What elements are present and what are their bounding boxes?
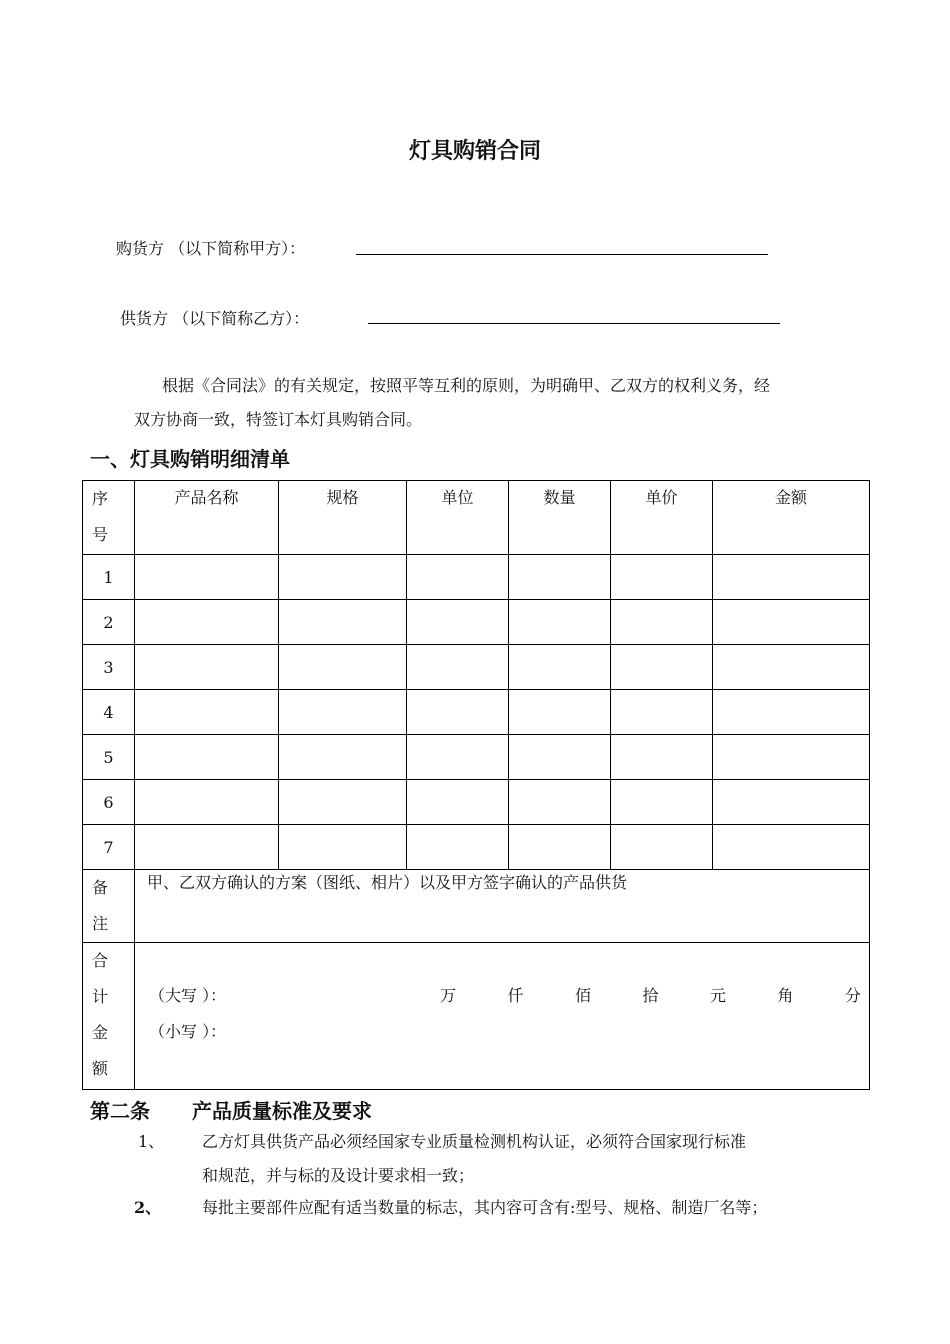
row-number: 1	[83, 555, 135, 600]
document-title: 灯具购销合同	[408, 139, 541, 164]
unit-bai: 佰	[574, 986, 591, 1005]
cell-unit[interactable]	[407, 555, 509, 600]
header-product-name: 产品名称	[135, 481, 279, 555]
cell-unit[interactable]	[407, 735, 509, 780]
cell-product-name[interactable]	[135, 645, 279, 690]
cell-unit-price[interactable]	[611, 690, 713, 735]
cell-product-name[interactable]	[135, 825, 279, 870]
unit-qian: 仟	[507, 986, 524, 1005]
table-row	[83, 780, 870, 825]
cell-amount[interactable]	[713, 645, 870, 690]
cell-unit[interactable]	[407, 690, 509, 735]
cell-unit-price[interactable]	[611, 645, 713, 690]
row-number: 4	[83, 690, 135, 735]
row-number: 6	[83, 780, 135, 825]
amount-unit-list	[440, 983, 861, 1006]
cell-unit[interactable]	[407, 825, 509, 870]
total-label-char2: 计	[92, 987, 109, 1006]
cell-spec[interactable]	[279, 690, 407, 735]
table-row	[83, 645, 870, 690]
cell-quantity[interactable]	[509, 690, 611, 735]
header-spec: 规格	[279, 481, 407, 555]
total-label	[83, 943, 135, 1090]
cell-spec[interactable]	[279, 735, 407, 780]
cell-product-name[interactable]	[135, 690, 279, 735]
remark-label	[83, 870, 135, 943]
cell-product-name[interactable]	[135, 600, 279, 645]
row-number: 5	[83, 735, 135, 780]
cell-quantity[interactable]	[509, 780, 611, 825]
row-number: 3	[83, 645, 135, 690]
cell-amount[interactable]	[713, 825, 870, 870]
table-header-row	[83, 481, 870, 555]
cell-spec[interactable]	[279, 600, 407, 645]
cell-quantity[interactable]	[509, 735, 611, 780]
section1-heading: 一、灯具购销明细清单	[90, 447, 290, 471]
cell-product-name[interactable]	[135, 735, 279, 780]
cell-amount[interactable]	[713, 555, 870, 600]
cell-spec[interactable]	[279, 645, 407, 690]
amount-lower-label: （小写 ）：	[149, 1022, 227, 1041]
cell-unit-price[interactable]	[611, 780, 713, 825]
table-row	[83, 735, 870, 780]
cell-spec[interactable]	[279, 780, 407, 825]
item2-number: 2、	[134, 1198, 162, 1217]
cell-unit[interactable]	[407, 780, 509, 825]
cell-unit[interactable]	[407, 645, 509, 690]
cell-unit-price[interactable]	[611, 600, 713, 645]
supplier-blank-line	[368, 323, 780, 324]
total-label-char1: 合	[92, 951, 109, 970]
header-seq	[83, 481, 135, 555]
remark-row	[83, 870, 870, 943]
unit-wan: 万	[440, 986, 457, 1005]
remark-text: 甲、乙双方确认的方案（图纸、相片）以及甲方签字确认的产品供货	[135, 870, 870, 943]
header-seq-char1: 序	[92, 489, 109, 508]
cell-quantity[interactable]	[509, 600, 611, 645]
cell-quantity[interactable]	[509, 645, 611, 690]
intro-paragraph-line1: 根据《合同法》的有关规定，按照平等互利的原则，为明确甲、乙双方的权利义务，经	[162, 376, 771, 395]
amount-upper-label: （大写 ）：	[149, 986, 227, 1005]
header-amount: 金额	[713, 481, 870, 555]
header-seq-char2: 号	[92, 525, 109, 544]
supplier-label: 供货方 （以下简称乙方）：	[120, 309, 310, 328]
unit-shi: 拾	[642, 986, 659, 1005]
item2-line1: 每批主要部件应配有适当数量的标志，其内容可含有:型号、规格、制造厂名等；	[202, 1198, 768, 1217]
cell-unit-price[interactable]	[611, 555, 713, 600]
cell-amount[interactable]	[713, 690, 870, 735]
table-row	[83, 555, 870, 600]
cell-spec[interactable]	[279, 825, 407, 870]
row-number: 2	[83, 600, 135, 645]
cell-unit[interactable]	[407, 600, 509, 645]
cell-quantity[interactable]	[509, 825, 611, 870]
section2-heading-number: 第二条	[90, 1099, 150, 1123]
buyer-blank-line	[356, 254, 768, 255]
total-amount-row	[83, 943, 870, 1090]
order-detail-table	[82, 480, 870, 1090]
table-row	[83, 690, 870, 735]
total-label-char4: 额	[92, 1059, 109, 1078]
remark-label-char2: 注	[92, 914, 109, 933]
item1-line2: 和规范，并与标的及设计要求相一致；	[202, 1166, 475, 1185]
item1-line1: 乙方灯具供货产品必须经国家专业质量检测机构认证，必须符合国家现行标准	[202, 1132, 747, 1151]
unit-jiao: 角	[777, 986, 794, 1005]
cell-amount[interactable]	[713, 600, 870, 645]
header-unit-price: 单价	[611, 481, 713, 555]
section2-heading-text: 产品质量标准及要求	[192, 1099, 372, 1123]
item1-number: 1、	[138, 1132, 165, 1151]
cell-amount[interactable]	[713, 735, 870, 780]
remark-label-char1: 备	[92, 878, 109, 897]
table-row	[83, 600, 870, 645]
cell-unit-price[interactable]	[611, 735, 713, 780]
cell-unit-price[interactable]	[611, 825, 713, 870]
cell-quantity[interactable]	[509, 555, 611, 600]
cell-spec[interactable]	[279, 555, 407, 600]
total-amount-cell	[135, 943, 870, 1090]
intro-paragraph-line2: 双方协商一致，特签订本灯具购销合同。	[134, 410, 423, 429]
header-quantity: 数量	[509, 481, 611, 555]
buyer-label: 购货方 （以下简称甲方）：	[116, 239, 306, 258]
table-row	[83, 825, 870, 870]
unit-fen: 分	[844, 986, 861, 1005]
cell-product-name[interactable]	[135, 780, 279, 825]
cell-product-name[interactable]	[135, 555, 279, 600]
unit-yuan: 元	[709, 986, 726, 1005]
header-unit: 单位	[407, 481, 509, 555]
cell-amount[interactable]	[713, 780, 870, 825]
total-label-char3: 金	[92, 1023, 109, 1042]
row-number: 7	[83, 825, 135, 870]
